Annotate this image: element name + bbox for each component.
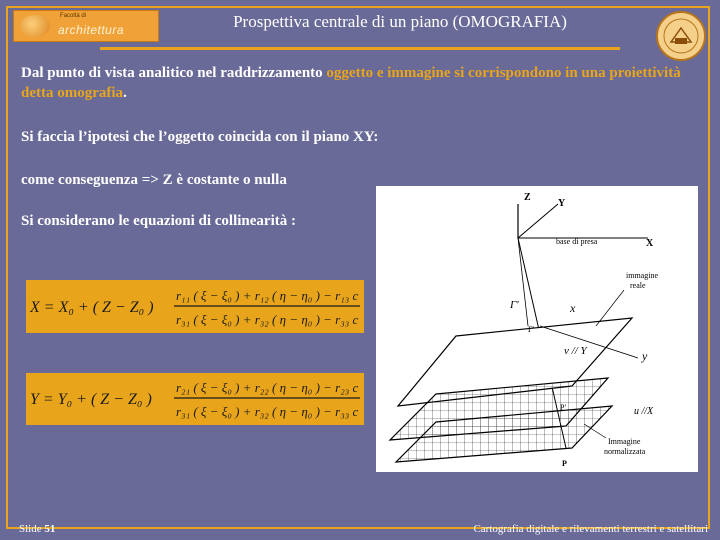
slide-title: Prospettiva centrale di un piano (OMOGRAFIA) [233, 12, 567, 31]
logo-big-text: architettura [58, 23, 125, 37]
label-x-small: x [570, 301, 576, 315]
p1-suffix: . [123, 85, 127, 101]
paragraph-hypothesis: Si faccia l’ipotesi che l’oggetto coincida con il piano XY: [21, 129, 379, 145]
label-p: P [562, 459, 567, 468]
label-v-parallel-y: v // Y [564, 345, 587, 357]
eq-y-denominator: r₃₁ ( ξ − ξ₀ ) + r₃₂ ( η − η₀ ) − r₃₃ c [176, 404, 359, 419]
logo-small-text: Facoltà di [60, 13, 87, 19]
p1-prefix: Dal punto di vista analitico nel raddrizzamento [21, 65, 327, 81]
eq-x-numerator: r₁₁ ( ξ − ξ₀ ) + r₁₂ ( η − η₀ ) − r₁₃ c [176, 288, 359, 303]
eq-x-lhs: X = X₀ + ( Z − Z₀ ) [30, 299, 154, 316]
label-base-di-presa: base di presa [556, 237, 598, 246]
label-x: X [646, 238, 654, 249]
label-real-image-2: reale [630, 281, 646, 290]
slide-number-value: 51 [44, 523, 56, 535]
slide-label: Slide [19, 523, 45, 535]
equation-x [26, 280, 364, 333]
label-y-small: y [642, 349, 648, 363]
label-real-image: immagine [626, 271, 658, 280]
p1-highlight: oggetto e immagine si corrispondono in una proiettività detta omografia [21, 65, 681, 101]
label-p-prime: P' [560, 403, 566, 412]
paragraph-collinearity: Si considerano le equazioni di collinearità : [21, 213, 297, 229]
y-axis-ref [518, 204, 558, 238]
principal-ray [518, 238, 528, 326]
perspective-diagram [376, 186, 698, 472]
label-z: Z [524, 192, 531, 203]
university-seal-icon [655, 10, 707, 62]
eq-x-denominator: r₃₁ ( ξ − ξ₀ ) + r₃₂ ( η − η₀ ) − r₃₃ c [176, 312, 359, 327]
course-title: Cartografia digitale e rilevamenti terrestri e satellitari [473, 523, 708, 535]
label-y: Y [558, 198, 566, 209]
equation-y [26, 373, 364, 425]
slide-number [19, 523, 55, 535]
logo-emblem [20, 15, 50, 37]
label-normalized-image-2: normalizzata [604, 447, 646, 456]
label-gamma: Γ' [510, 299, 519, 311]
label-normalized-image: Immagine [608, 437, 641, 446]
eq-y-lhs: Y = Y₀ + ( Z − Z₀ ) [30, 391, 152, 408]
title-underline [100, 47, 620, 50]
paragraph-consequence: come conseguenza => Z è costante o nulla [21, 172, 287, 188]
faculty-logo [13, 10, 159, 42]
eq-y-numerator: r₂₁ ( ξ − ξ₀ ) + r₂₂ ( η − η₀ ) − r₂₃ c [176, 380, 359, 395]
paragraph-homography [21, 63, 681, 103]
label-u-parallel-x: u //X [634, 406, 654, 417]
label-gamma2: Γ' [528, 325, 535, 334]
